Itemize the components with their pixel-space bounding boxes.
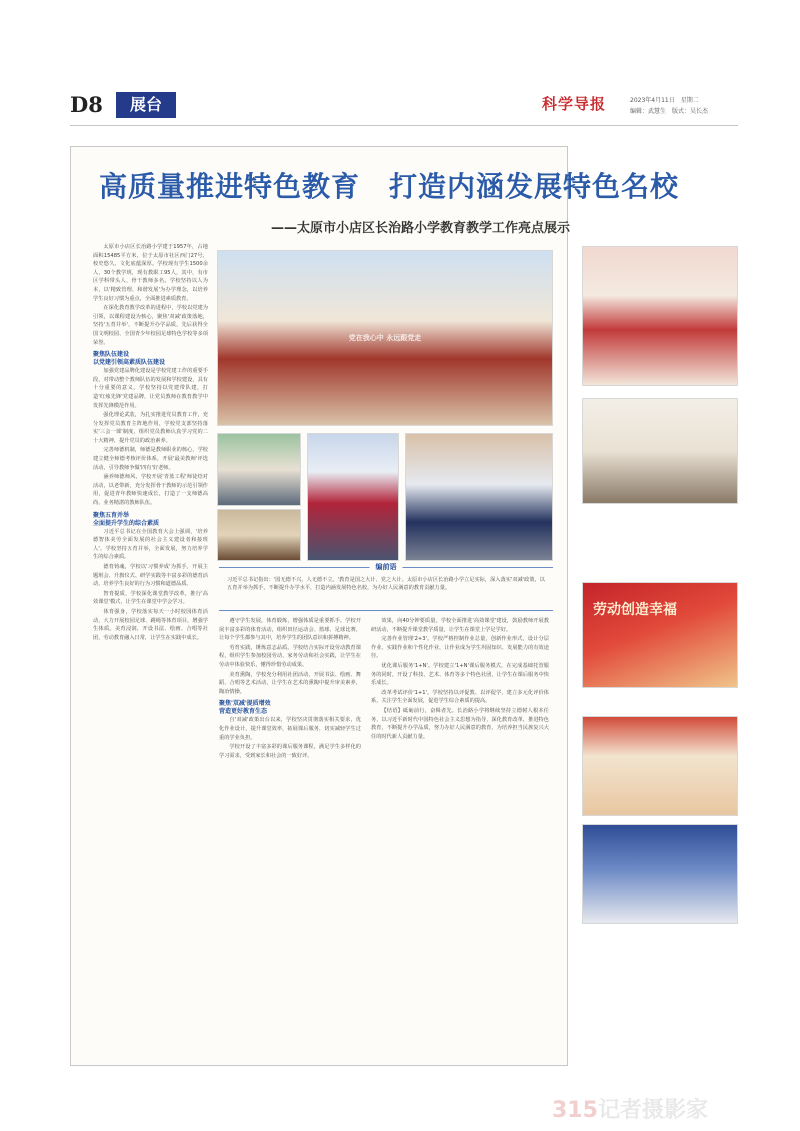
body-paragraph: 遵守学生发展。体育锻炼，增强体质是重要抓手。学校开展丰富多彩的体育活动，组织田径运动会、篮球、足球比赛，让每个学生都参与其中，培养学生的团队意识和拼搏精神。 xyxy=(219,618,361,642)
body-paragraph: 效果，向40分钟要质量。学校全面推进'高效课堂'建设，鼓励教师开展教研活动，不断提升课堂教学质量，让学生在课堂上学足学好。 xyxy=(371,618,549,633)
watermark-text: 记者摄影家 xyxy=(597,1098,708,1123)
date-line: 2023年4月11日 星期二 xyxy=(630,97,699,104)
article-headline: 高质量推进特色教育 打造内涵发展特色名校 xyxy=(99,170,680,203)
masthead xyxy=(70,92,738,126)
body-paragraph: 学校开设了丰富多彩的课后服务课程，满足学生多样化的学习需求，受到家长和社会的一致好评。 xyxy=(219,744,361,759)
group-photo xyxy=(405,433,553,561)
editor-line: 编辑：武慧生 版式：吴长杰 xyxy=(630,108,709,115)
section-heading-five-education: 聚焦五育并举 全面提升学生的综合素质 xyxy=(93,511,160,527)
library-photo xyxy=(217,509,301,561)
editor-note-text: 习近平总书记指出：'国无德不兴，人无德不立。'教育是国之大计、党之大计。太原市小店区长治路小学立足实际，深入落实'双减'政策，以五育并举为抓手，不断提升办学水平，打造内涵发展特色名校，为办好人民满意的教育贡献力量。 xyxy=(227,577,545,591)
article-subtitle: ——太原市小店区长治路小学教育教学工作亮点展示 xyxy=(271,221,571,236)
body-paragraph: 德育铸魂，学校以'习惯养成'为抓手，开展主题班会、升旗仪式、研学实践等丰富多彩的德育活动，培养学生良好的行为习惯和道德品质。 xyxy=(93,564,208,588)
body-paragraph: 涵养师德师风，学校开展'青蓝工程'师徒结对活动，以老带新，充分发挥骨干教师的示范引领作用，促进青年教师快速成长，打造了一支师德高尚、业务精湛的教师队伍。 xyxy=(93,474,208,507)
section-heading-double-reduction: 聚焦'双减'提质增效 营造更好教育生态 xyxy=(219,700,271,716)
side-photo-labor-banner xyxy=(582,582,738,688)
text-column-right xyxy=(371,617,549,1053)
side-photo-activity xyxy=(582,716,738,816)
body-paragraph: 劳育实践，锤炼意志品质。学校结合实际开设劳动教育课程，组织学生参加校园劳动、家务劳动和社会实践，让学生在劳动中体验快乐，懂得珍惜劳动成果。 xyxy=(219,644,361,668)
meeting-photo xyxy=(217,250,553,426)
section-badge: 展台 xyxy=(116,92,176,118)
body-paragraph: 优化课后服务'1+N'。学校建立'1+N'课后服务模式，在完成基础托管服务的同时，开设了科技、艺术、体育等多个特色社团，让学生在课后服务中快乐成长。 xyxy=(371,662,549,687)
intro-paragraph: 太原市小店区长治路小学建于1957年，占地面积15485平方米，位于太原市社区西门27号，校史悠久，文化底蕴深厚。学校现有学生1500余人，30个教学班，现有教职工95人，其中，有市区学科带头人、骨干教师多名。学校坚持以人为本，以'精致管理、和谐发展'为办学理念，以培养学生良好习惯为重点，全面推进素质教育。 xyxy=(93,244,208,302)
side-photo-classroom xyxy=(582,398,738,504)
page-number: D8 xyxy=(70,92,103,117)
oath-ceremony-photo xyxy=(307,433,399,561)
body-paragraph: 美育熏陶，学校充分利用社团活动，开展书法、绘画、舞蹈、合唱等艺术活动，让学生在艺术的熏陶中提升审美素养，陶冶情操。 xyxy=(219,671,361,695)
body-paragraph: 强化理论武装，为扎实推进党员教育工作，充分发挥党员教育主阵地作用，学校党支部坚持落实'三会一课'制度，组织党员教师认真学习党的二十大精神，提升党员的政治素养。 xyxy=(93,412,208,444)
editor-note-box xyxy=(219,563,553,611)
text-column-middle xyxy=(219,617,361,1053)
body-paragraph: 自'双减'政策出台以来，学校坚决贯彻落实相关要求，优化作业设计，提升课堂效率，拓展课后服务，切实减轻学生过重的学业负担。 xyxy=(219,717,361,741)
classroom-photo xyxy=(217,433,301,506)
paper-name-logo: 科学导报 xyxy=(542,95,607,113)
intro-paragraph: 在深化教育教学改革的进程中，学校以党建为引领，以课程建设为核心，聚焦'双减'政策落地，坚持'五育并举'，不断提升办学品质，先后获得全国文明校园、全国青少年校园足球特色学校等多项荣誉。 xyxy=(93,305,208,346)
side-photo-stage xyxy=(582,246,738,386)
body-paragraph: 习近平总书记在全国教育大会上强调，'培养德智体美劳全面发展的社会主义建设者和接班人'。学校坚持五育并举，全面发展，努力培养学生的综合素质。 xyxy=(93,528,208,561)
editor-note-title: 编前语 xyxy=(370,562,403,572)
labor-banner-text: 劳动创造幸福 xyxy=(593,602,677,618)
text-column-left xyxy=(93,243,208,1053)
side-photo-students xyxy=(582,824,738,924)
body-paragraph: 体育强身，学校落实每天一小时校园体育活动，大力开展校园足球、跳绳等体育项目，增强学生体质。美育浸润，开设书法、绘画、合唱等社团，劳动教育融入日常，让学生在实践中成长。 xyxy=(93,608,208,641)
body-paragraph: 改革考试评价'1+1'。学校坚持以评促教、以评促学，建立多元化评价体系，关注学生全面发展，促进学生综合素质的提高。 xyxy=(371,689,549,705)
watermark-number: 315 xyxy=(552,1098,598,1123)
body-paragraph: 加强党建品牌化建设是学校党建工作的重要手段，对带动整个教师队伍的发展和学校建设，具有十分重要的意义。学校坚持以党建带队建，打造'红烛先锋'党建品牌，让党员教师在教育教学中发挥先锋模范作用。 xyxy=(93,368,208,409)
section-heading-team: 聚焦队伍建设 以党建引领高素质队伍建设 xyxy=(93,351,166,367)
meeting-banner-text: 党在我心中 永远跟党走 xyxy=(348,334,422,342)
body-paragraph: 智育提质，学校深化课堂教学改革，推行'高效课堂'模式，让学生在课堂中学会学习。 xyxy=(93,590,208,606)
watermark xyxy=(552,1093,708,1124)
conclusion-paragraph: 【结语】砥砺前行，奋楫者先。长治路小学将继续坚持立德树人根本任务，以习近平新时代中国特色社会主义思想为指导，深化教育改革，推进特色教育，不断提升办学品质，努力办好人民满意的教育，为培养担当民族复兴大任的时代新人贡献力量。 xyxy=(371,707,549,740)
body-paragraph: 完善作业管理'2+3'。学校严格控制作业总量，创新作业形式，设计分层作业、实践作业和个性化作业，让作业成为学生巩固知识、发展能力的有效途径。 xyxy=(371,636,549,660)
body-paragraph: 完善师德机制，师德是教师职业的核心，学校建立健全师德考核评价体系，开展'最美教师'评选活动，引导教师争做'四有'好老师。 xyxy=(93,447,208,471)
